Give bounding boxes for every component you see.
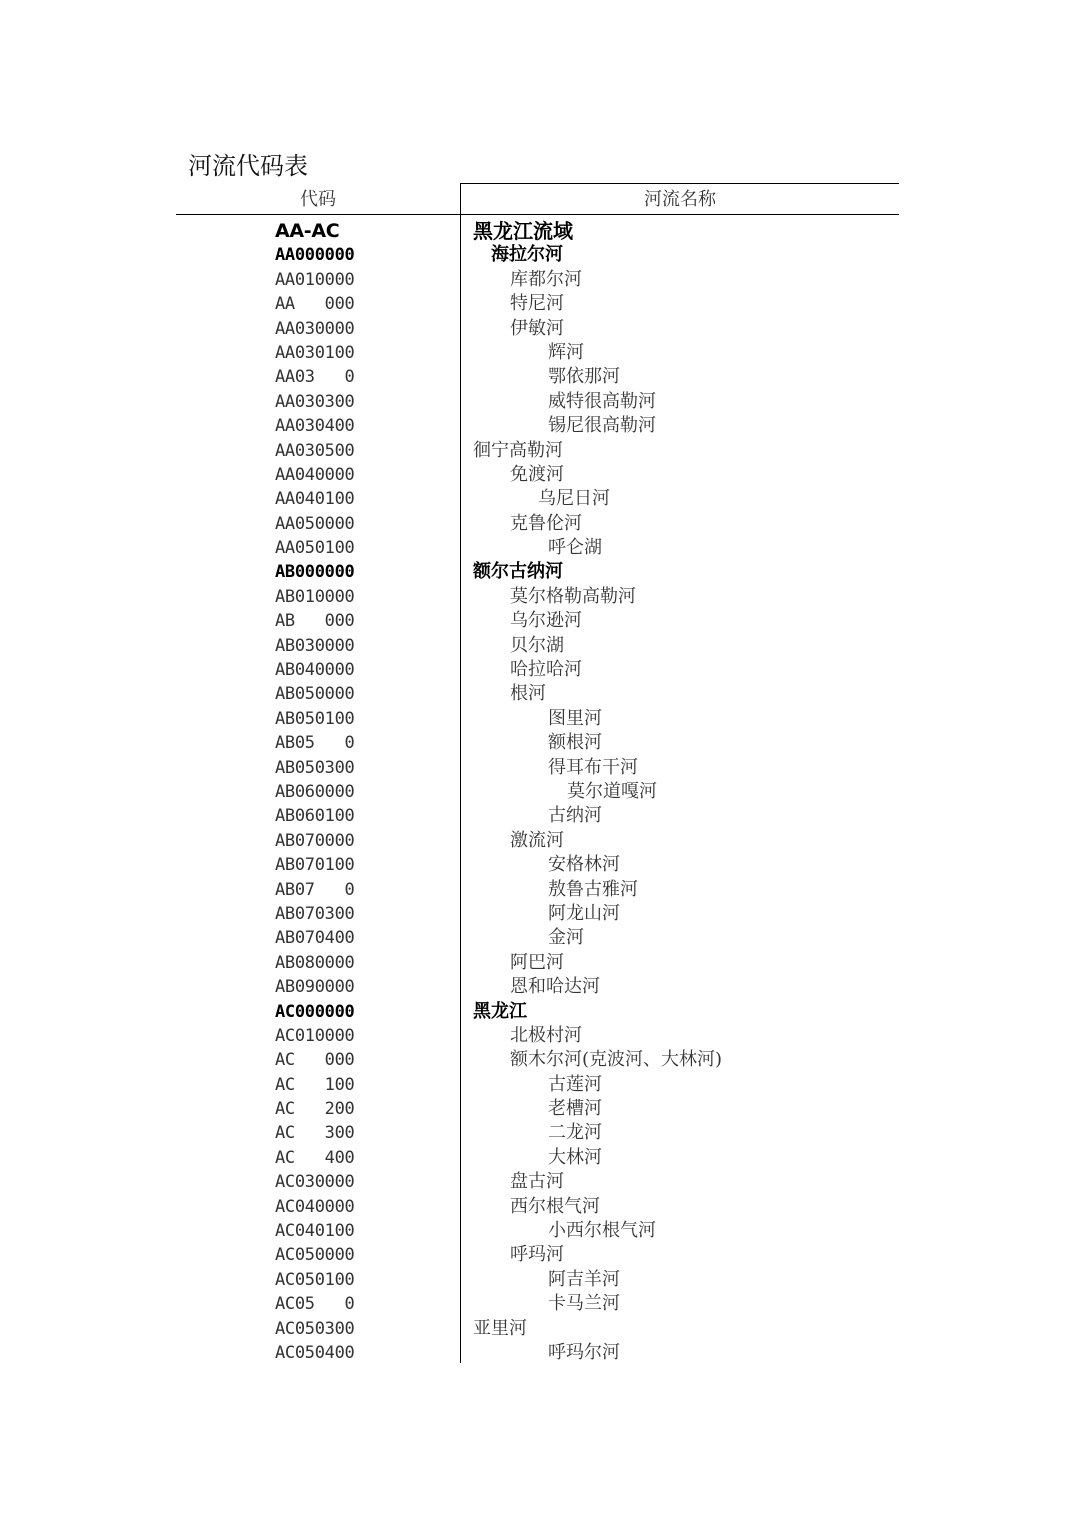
table-row (176, 1170, 899, 1194)
river-name: 特尼河 (510, 293, 564, 315)
table-row (176, 512, 899, 536)
river-code: AB090000 (275, 977, 355, 998)
table-top-rule (460, 183, 899, 184)
river-code: AA040000 (275, 464, 355, 485)
table-row (176, 731, 899, 755)
river-code: AC050100 (275, 1269, 355, 1290)
table-row (176, 560, 899, 584)
river-code: AC010000 (275, 1025, 355, 1046)
river-name: 根河 (510, 683, 546, 705)
river-name: 海拉尔河 (491, 244, 563, 266)
header-rule (176, 214, 899, 215)
table-row (176, 1024, 899, 1048)
river-name: 库都尔河 (510, 268, 582, 290)
river-name: 辉河 (548, 341, 584, 363)
river-code: AC040000 (275, 1196, 355, 1217)
river-name: 金河 (548, 927, 584, 949)
river-name: 西尔根气河 (510, 1195, 600, 1217)
river-code: AC000000 (275, 1001, 355, 1022)
river-code: AB080000 (275, 952, 355, 973)
river-code: AB070100 (275, 855, 355, 876)
table-row (176, 1292, 899, 1316)
river-code: AB070000 (275, 830, 355, 851)
river-code: AA030100 (275, 342, 355, 363)
river-name: 古莲河 (548, 1073, 602, 1095)
river-name: 卡马兰河 (548, 1293, 620, 1315)
table-row (176, 1121, 899, 1145)
table-row (176, 951, 899, 975)
river-code: AC 300 (275, 1123, 355, 1144)
river-name: 恩和哈达河 (510, 976, 600, 998)
river-name: 亚里河 (473, 1317, 527, 1339)
table-row (176, 829, 899, 853)
river-code: AC 400 (275, 1147, 355, 1168)
river-name: 免渡河 (510, 463, 564, 485)
river-name: 安格林河 (548, 854, 620, 876)
table-row (176, 292, 899, 316)
river-name: 鄂依那河 (548, 366, 620, 388)
table-row (176, 975, 899, 999)
table-row (176, 780, 899, 804)
column-header-code: 代码 (300, 189, 336, 210)
river-name: 呼玛河 (510, 1244, 564, 1266)
table-row (176, 536, 899, 560)
table-row (176, 609, 899, 633)
river-code: AB05 0 (275, 733, 355, 754)
table-row (176, 219, 899, 243)
table-row (176, 1048, 899, 1072)
river-code: AA-AC (275, 220, 340, 242)
river-code: AA010000 (275, 269, 355, 290)
table-row (176, 268, 899, 292)
river-code: AB050300 (275, 757, 355, 778)
river-name: 激流河 (510, 829, 564, 851)
river-name: 徊宁高勒河 (473, 439, 563, 461)
table-row (176, 1195, 899, 1219)
river-code: AC 100 (275, 1074, 355, 1095)
river-name: 黑龙江 (473, 1000, 527, 1022)
river-name: 阿龙山河 (548, 902, 620, 924)
table-body (176, 219, 899, 1365)
table-row (176, 658, 899, 682)
river-code: AB070400 (275, 928, 355, 949)
river-name: 阿吉羊河 (548, 1268, 620, 1290)
river-code: AB060000 (275, 781, 355, 802)
river-name: 图里河 (548, 707, 602, 729)
river-code: AA030300 (275, 391, 355, 412)
table-row (176, 585, 899, 609)
table-row (176, 365, 899, 389)
table-row (176, 707, 899, 731)
river-name: 大林河 (548, 1146, 602, 1168)
river-name: 呼玛尔河 (548, 1341, 620, 1363)
river-code: AC050000 (275, 1245, 355, 1266)
table-row (176, 1146, 899, 1170)
river-code: AB030000 (275, 635, 355, 656)
river-name: 乌尔逊河 (510, 610, 582, 632)
river-name: 额尔古纳河 (473, 561, 563, 583)
river-code: AC05 0 (275, 1294, 355, 1315)
river-name: 莫尔格勒高勒河 (510, 585, 636, 607)
river-name: 哈拉哈河 (510, 659, 582, 681)
table-row (176, 1341, 899, 1365)
river-code: AA000000 (275, 245, 355, 266)
river-code: AB010000 (275, 586, 355, 607)
river-code: AB040000 (275, 660, 355, 681)
table-row (176, 1097, 899, 1121)
river-code: AC040100 (275, 1221, 355, 1242)
river-name: 威特很高勒河 (548, 390, 656, 412)
table-row (176, 804, 899, 828)
river-code: AA040100 (275, 489, 355, 510)
table-row (176, 926, 899, 950)
river-code: AC050300 (275, 1318, 355, 1339)
river-code: AA050000 (275, 513, 355, 534)
river-name: 北极村河 (510, 1024, 582, 1046)
river-name: 锡尼很高勒河 (548, 415, 656, 437)
river-name: 伊敏河 (510, 317, 564, 339)
river-name: 贝尔湖 (510, 634, 564, 656)
table-row (176, 1000, 899, 1024)
table-row (176, 634, 899, 658)
table-row (176, 853, 899, 877)
river-name: 莫尔道嘎河 (567, 780, 657, 802)
river-name: 额木尔河(克波河、大林河) (510, 1049, 723, 1071)
table-row (176, 317, 899, 341)
table-row (176, 1219, 899, 1243)
table-row (176, 1073, 899, 1097)
table-row (176, 414, 899, 438)
river-code: AB050100 (275, 708, 355, 729)
table-row (176, 756, 899, 780)
river-name: 盘古河 (510, 1171, 564, 1193)
river-name: 老槽河 (548, 1098, 602, 1120)
table-row (176, 902, 899, 926)
river-code: AB060100 (275, 806, 355, 827)
table-row (176, 341, 899, 365)
river-name: 黑龙江流域 (473, 219, 573, 243)
river-name: 小西尔根气河 (548, 1220, 656, 1242)
river-code: AB07 0 (275, 879, 355, 900)
table-row (176, 439, 899, 463)
river-code: AC030000 (275, 1172, 355, 1193)
page-title: 河流代码表 (188, 152, 308, 180)
river-code: AB000000 (275, 562, 355, 583)
river-code: AC 000 (275, 1050, 355, 1071)
river-name: 克鲁伦河 (510, 512, 582, 534)
table-row (176, 463, 899, 487)
river-code: AC 200 (275, 1099, 355, 1120)
river-name: 乌尼日河 (538, 488, 610, 510)
river-name: 呼仑湖 (548, 537, 602, 559)
table-row (176, 243, 899, 267)
river-name: 二龙河 (548, 1122, 602, 1144)
table-row (176, 390, 899, 414)
table-row (176, 1268, 899, 1292)
river-code: AA 000 (275, 294, 355, 315)
river-code: AB 000 (275, 611, 355, 632)
table-row (176, 1243, 899, 1267)
river-code: AA030400 (275, 416, 355, 437)
river-code: AA030000 (275, 318, 355, 339)
table-row (176, 682, 899, 706)
river-code: AA050100 (275, 538, 355, 559)
table-row (176, 1317, 899, 1341)
river-code: AB070300 (275, 903, 355, 924)
river-code: AC050400 (275, 1342, 355, 1363)
column-header-name: 河流名称 (644, 189, 716, 210)
river-name: 敖鲁古雅河 (548, 878, 638, 900)
river-code: AA030500 (275, 440, 355, 461)
river-name: 阿巴河 (510, 951, 564, 973)
river-name: 得耳布干河 (548, 756, 638, 778)
table-row (176, 878, 899, 902)
river-code: AB050000 (275, 684, 355, 705)
river-name: 额根河 (548, 732, 602, 754)
table-row (176, 487, 899, 511)
river-name: 古纳河 (548, 805, 602, 827)
river-code: AA03 0 (275, 367, 355, 388)
